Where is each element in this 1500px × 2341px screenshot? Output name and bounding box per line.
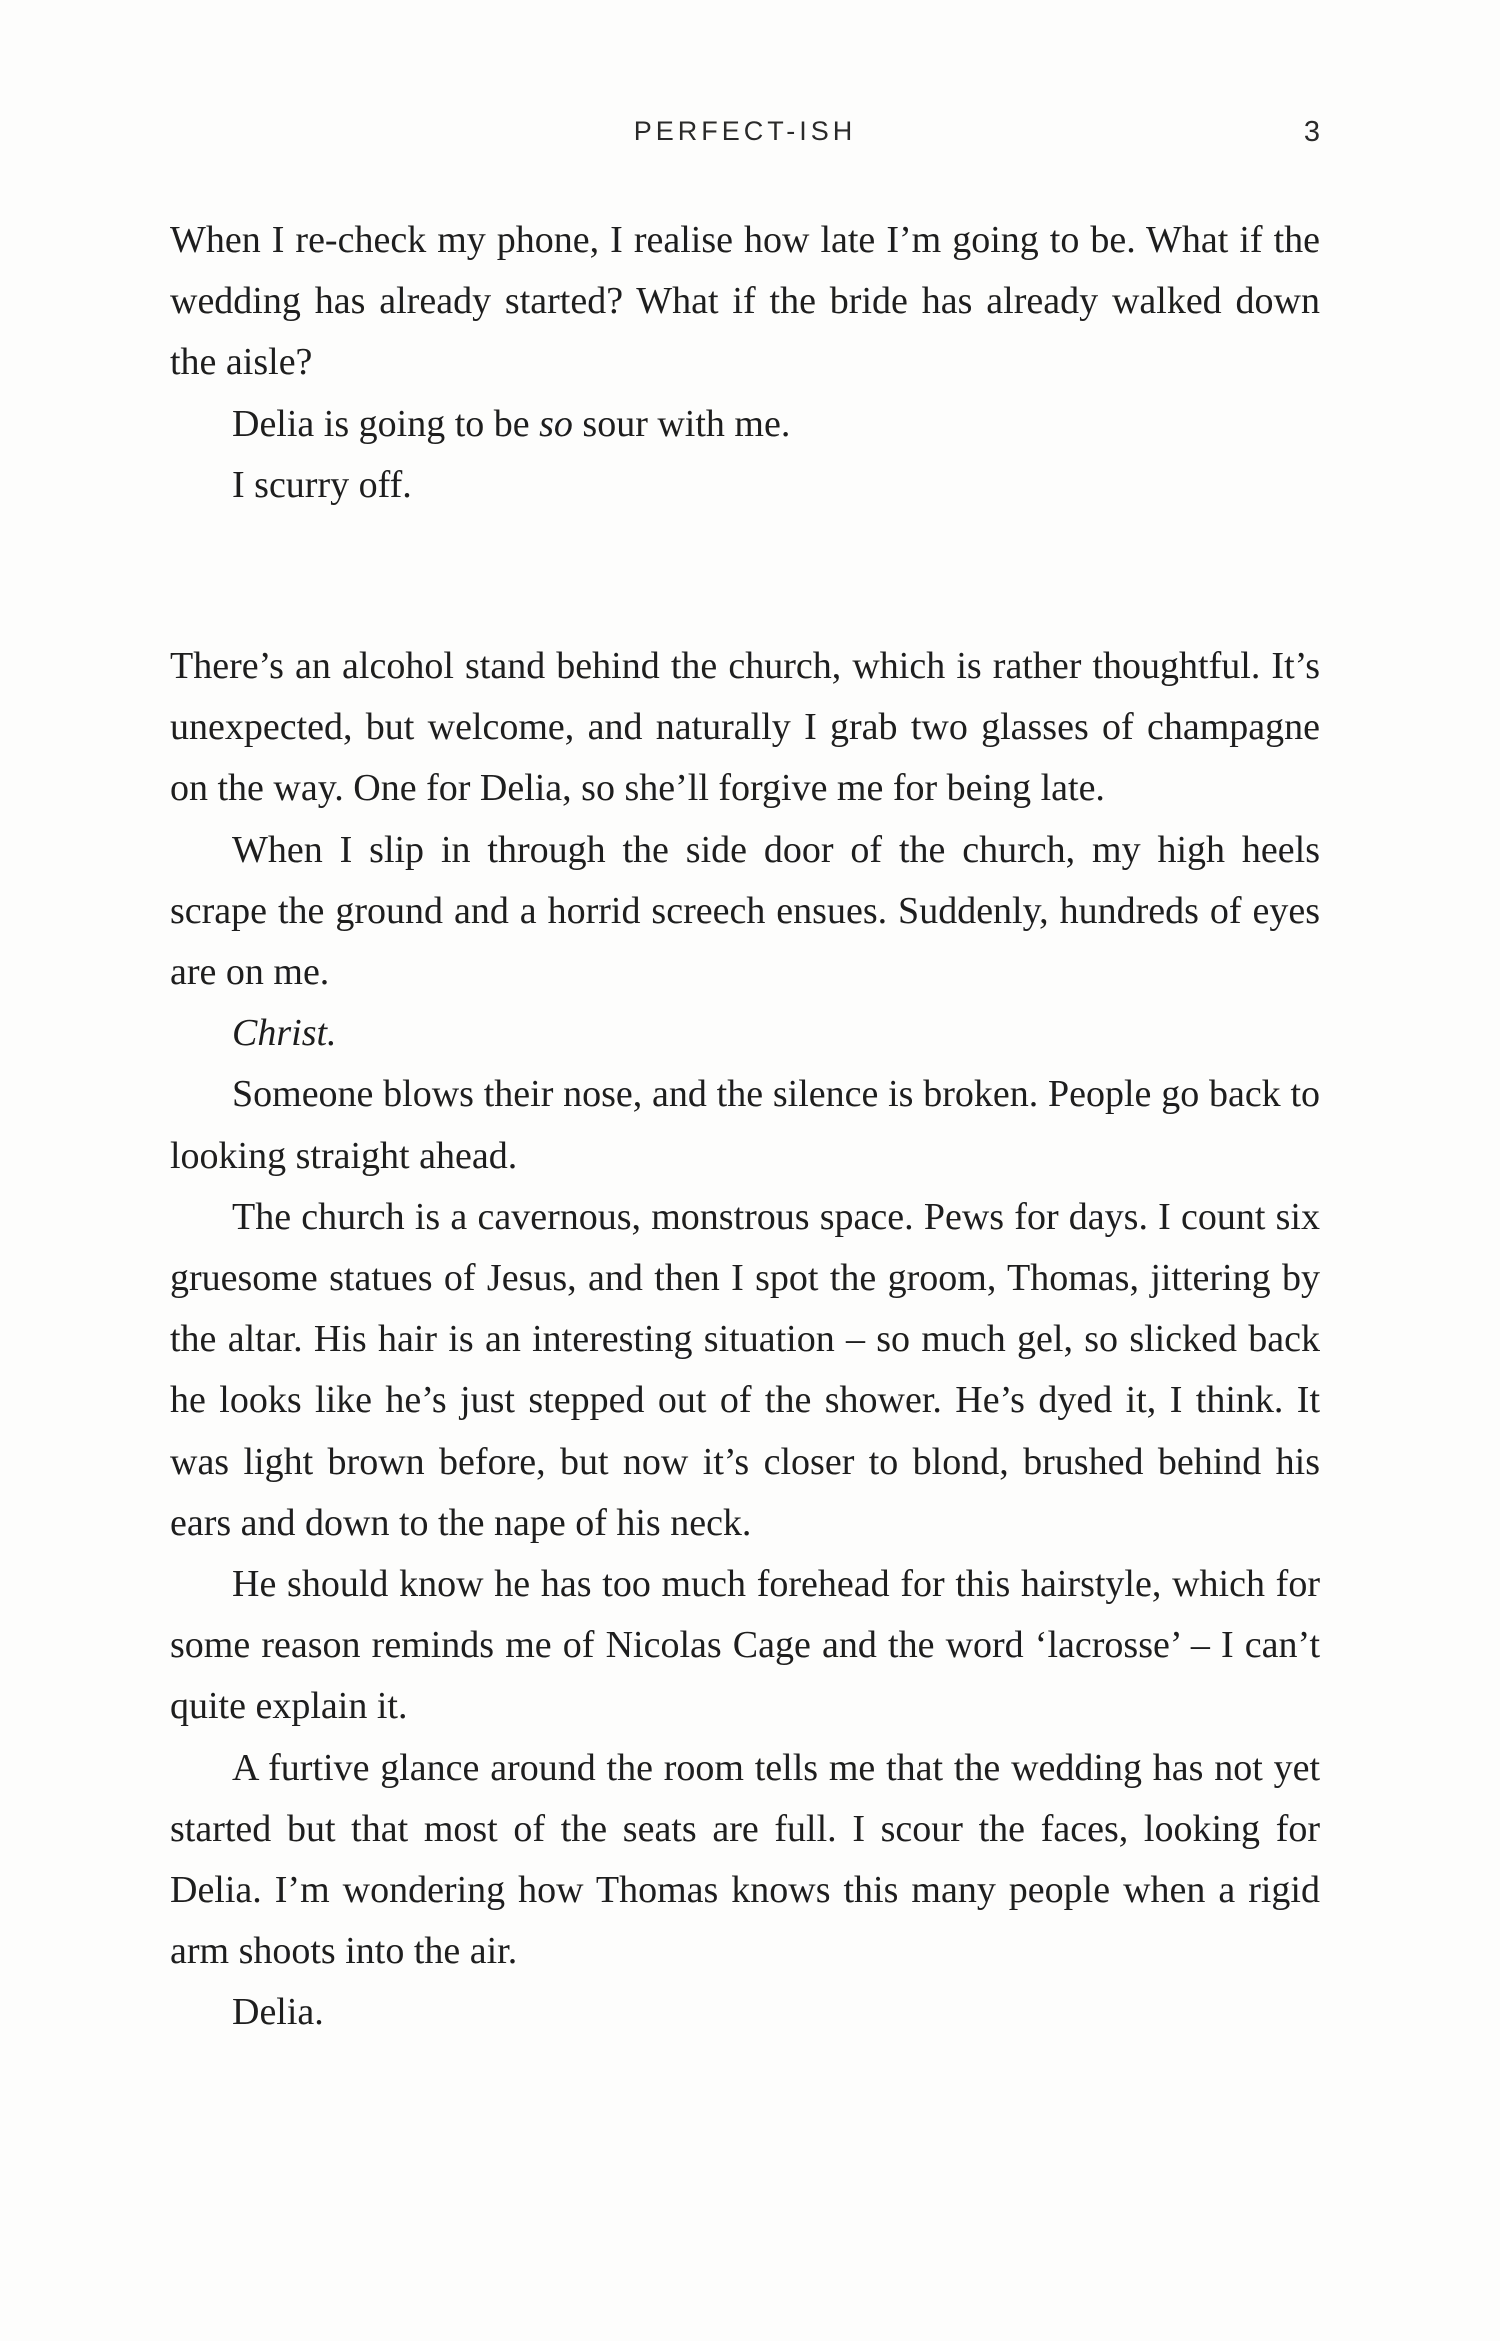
paragraph: Someone blows their nose, and the silence is broken. People go back to looking straight ahead. [170, 1073, 1320, 1177]
paragraph: When I re-check my phone, I realise how late I’m going to be. What if the wedding has already started? What if the bride has already walked down the aisle? [170, 219, 1320, 384]
paragraph: When I slip in through the side door of the church, my high heels scrape the ground and a horrid screech ensues. Suddenly, hundreds of eyes are on me. [170, 828, 1320, 994]
running-title: PERFECT-ISH [633, 116, 857, 146]
paragraph: A furtive glance around the room tells me that the wedding has not yet started but that most of the seats are full. I scour the faces, looking for Delia. I’m wondering how Thomas knows this many people when a rigid arm shoots into the air. [170, 1746, 1320, 1973]
emphasis-text: so [539, 402, 573, 445]
paragraph [170, 394, 1320, 455]
paragraph: The church is a cavernous, monstrous space. Pews for days. I count six gruesome statues of Jesus, and then I spot the groom, Thomas, jittering by the altar. His hair is an interesting situation – so much gel, so slicked back he looks like he’s just stepped out of the shower. He’s dyed it, I think. It was light brown before, but now it’s closer to blond, brushed behind his ears and down to the nape of his neck. [170, 1195, 1320, 1544]
running-header [170, 116, 1320, 156]
paragraph [170, 1003, 1320, 1064]
emphasis-text: Christ. [232, 1012, 337, 1055]
text-section-1 [170, 210, 1320, 516]
paragraph: There’s an alcohol stand behind the church, which is rather thoughtful. It’s unexpected, but welcome, and naturally I grab two glasses of champagne on the way. One for Delia, so she’ll forgive me for being late. [170, 645, 1320, 810]
paragraph: He should know he has too much forehead for this hairstyle, which for some reason reminds me of Nicolas Cage and the word ‘lacrosse’ – I can’t quite explain it. [170, 1563, 1320, 1728]
page-number: 3 [1303, 116, 1320, 148]
paragraph-text: sour with me. [572, 402, 791, 445]
paragraph-text: Delia is going to be [232, 402, 540, 445]
paragraph: Delia. [232, 1991, 324, 2034]
text-section-2 [170, 636, 1320, 2044]
paragraph: I scurry off. [232, 463, 412, 506]
